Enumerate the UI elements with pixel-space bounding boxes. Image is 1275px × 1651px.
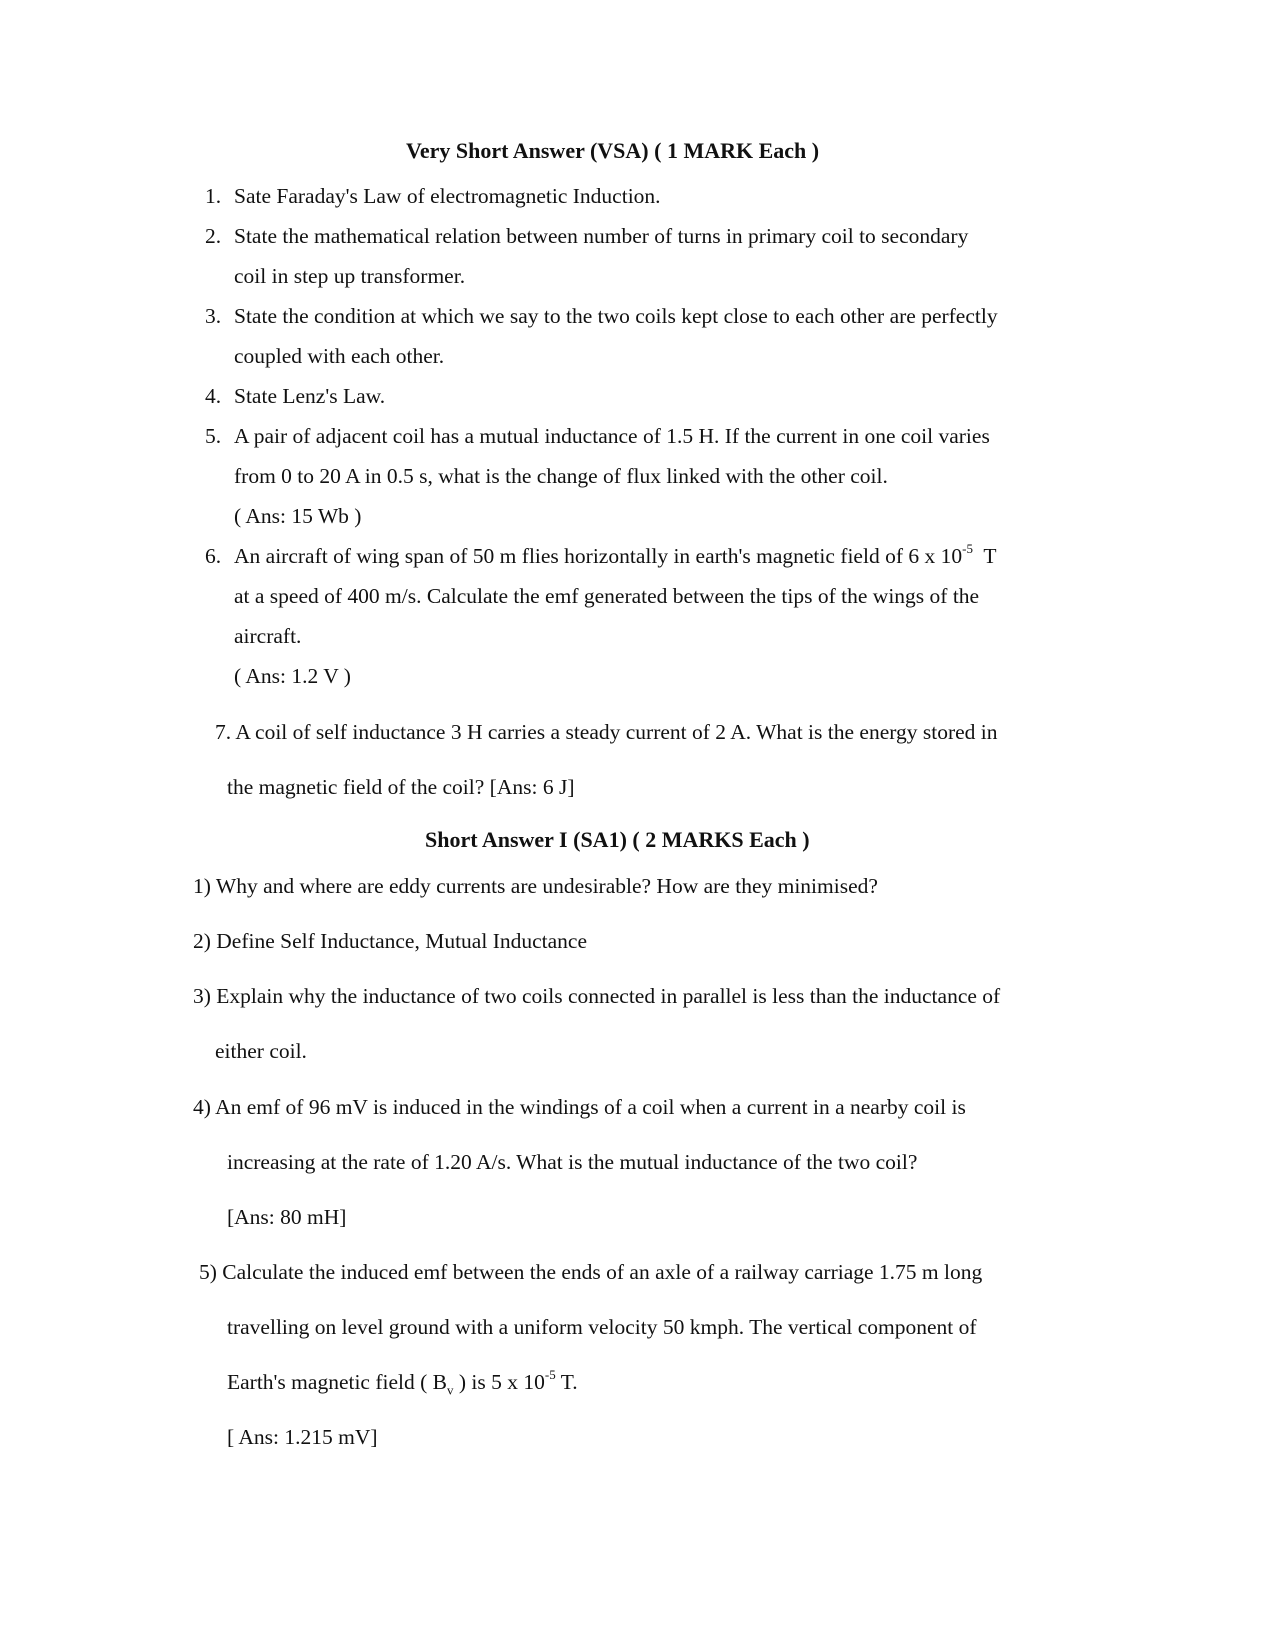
question-text-part: T. [555, 1370, 578, 1394]
question-number: 1. [205, 184, 222, 208]
question-text-part: Earth's magnetic field ( B [227, 1370, 447, 1394]
question-text-part: An aircraft of wing span of 50 m flies horizontally in earth's magnetic field of 6 x 10 [234, 544, 963, 568]
subscript: v [447, 1382, 454, 1398]
question-number: 2. [205, 224, 222, 248]
question-text: either coil. [215, 1039, 307, 1063]
exponent: -5 [544, 1366, 556, 1382]
question-text: State the mathematical relation between number of turns in primary coil to secondary [234, 224, 969, 248]
question-text: increasing at the rate of 1.20 A/s. What is the mutual inductance of the two coil? [227, 1150, 918, 1174]
question-text: 7. A coil of self inductance 3 H carries a steady current of 2 A. What is the energy stored in [215, 720, 998, 744]
answer-text: [ Ans: 1.215 mV] [227, 1425, 378, 1449]
question-text: 1) Why and where are eddy currents are undesirable? How are they minimised? [193, 874, 878, 898]
answer-text: [Ans: 80 mH] [227, 1205, 347, 1229]
question-number: 5. [205, 424, 222, 448]
question-text: aircraft. [234, 624, 302, 648]
question-text: the magnetic field of the coil? [Ans: 6 J] [227, 775, 575, 799]
answer-text: ( Ans: 15 Wb ) [234, 504, 362, 528]
question-text: A pair of adjacent coil has a mutual inductance of 1.5 H. If the current in one coil varies [234, 424, 990, 448]
question-text: Sate Faraday's Law of electromagnetic Induction. [234, 184, 661, 208]
question-text [227, 1366, 578, 1398]
sa1-heading: Short Answer I (SA1) ( 2 MARKS Each ) [425, 827, 810, 852]
exponent: -5 [962, 540, 973, 556]
vsa-heading: Very Short Answer (VSA) ( 1 MARK Each ) [406, 138, 820, 163]
question-text: State the condition at which we say to the two coils kept close to each other are perfectly [234, 304, 998, 328]
question-text-part: ) is 5 x 10 [453, 1370, 545, 1394]
question-text: 2) Define Self Inductance, Mutual Inductance [193, 929, 588, 953]
question-text: coupled with each other. [234, 344, 445, 368]
question-number: 4. [205, 384, 222, 408]
question-text: travelling on level ground with a uniform velocity 50 kmph. The vertical component of [227, 1315, 977, 1339]
question-text-part: T [972, 544, 997, 568]
question-number: 3. [205, 304, 222, 328]
question-text: from 0 to 20 A in 0.5 s, what is the change of flux linked with the other coil. [234, 464, 888, 488]
question-text: at a speed of 400 m/s. Calculate the emf generated between the tips of the wings of the [234, 584, 980, 608]
answer-text: ( Ans: 1.2 V ) [234, 664, 351, 688]
question-number: 6. [205, 544, 222, 568]
question-text: 5) Calculate the induced emf between the ends of an axle of a railway carriage 1.75 m long [199, 1260, 983, 1284]
question-text: coil in step up transformer. [234, 264, 466, 288]
question-text [234, 540, 997, 569]
question-text: 3) Explain why the inductance of two coils connected in parallel is less than the inductance of [193, 984, 1001, 1008]
question-text: State Lenz's Law. [234, 384, 386, 408]
question-text: 4) An emf of 96 mV is induced in the windings of a coil when a current in a nearby coil is [193, 1095, 966, 1119]
